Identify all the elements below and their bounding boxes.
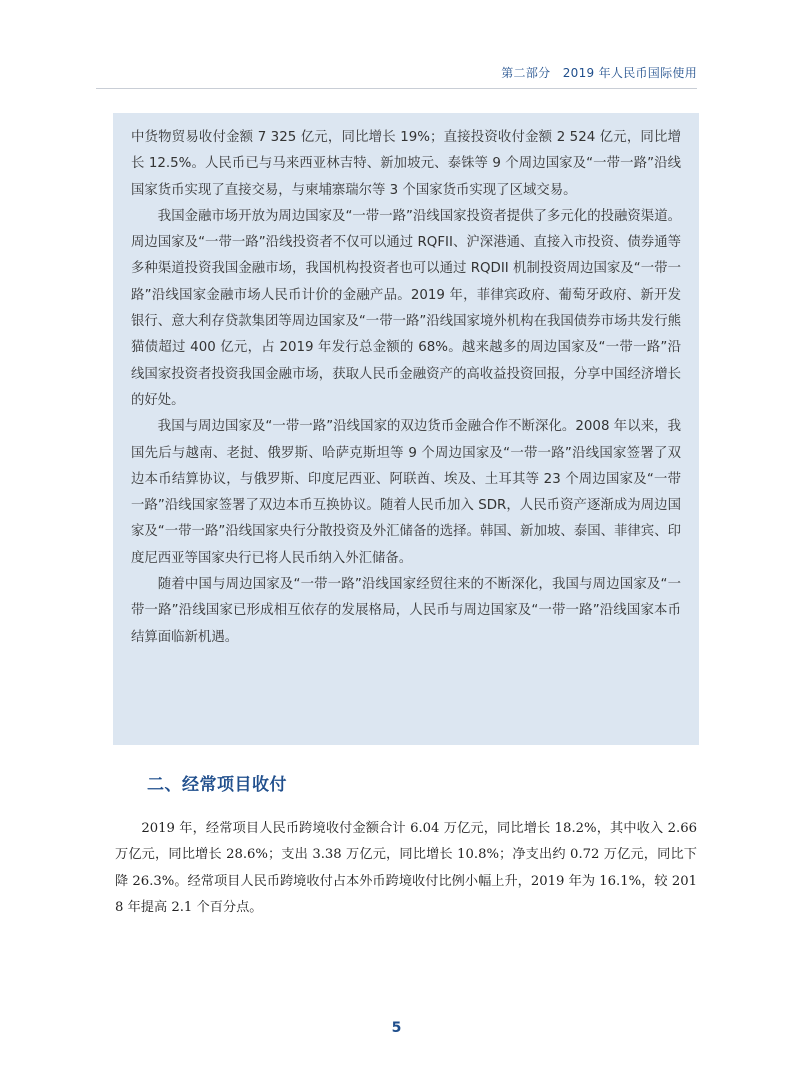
highlight-box	[113, 113, 699, 745]
header-divider	[96, 88, 697, 89]
box-paragraph-2: 我国金融市场开放为周边国家及“一带一路”沿线国家投资者提供了多元化的投融资渠道。周边国家及“一带一路”沿线投资者不仅可以通过 RQFII、沪深港通、直接入市投资、债券通等多种渠道投资我国金融市场，我国机构投资者也可以通过 RQDII 机制投资周边国家及“一带一路”沿线国家金融市场人民币计价的金融产品。2019 年，菲律宾政府、葡萄牙政府、新开发银行、意大利存贷款集团等周边国家及“一带一路”沿线国家境外机构在我国债券市场共发行熊猫债超过 400 亿元，占 2019 年发行总金额的 68%。越来越多的周边国家及“一带一路”沿线国家投资者投资我国金融市场，获取人民币金融资产的高收益投资回报，分享中国经济增长的好处。	[131, 208, 681, 408]
section-heading: 二、经常项目收付	[147, 775, 287, 795]
running-header: 第二部分 2019 年人民币国际使用	[501, 66, 697, 80]
section-body-paragraph: 2019 年，经常项目人民币跨境收付金额合计 6.04 万亿元，同比增长 18.2%，其中收入 2.66 万亿元，同比增长 28.6%；支出 3.38 万亿元，同比增长 10.8%；净支出约 0.72 万亿元，同比下降 26.3%。经常项目人民币跨境收付占本外币跨境收付比例小幅上升，2019 年为 16.1%，较 2018 年提高 2.1 个百分点。	[115, 821, 697, 915]
box-paragraph-1: 中货物贸易收付金额 7 325 亿元，同比增长 19%；直接投资收付金额 2 524 亿元，同比增长 12.5%。人民币已与马来西亚林吉特、新加坡元、泰铢等 9 个周边国家及“一带一路”沿线国家货币实现了直接交易，与柬埔寨瑞尔等 3 个国家货币实现了区域交易。	[131, 130, 681, 198]
box-paragraph-4: 随着中国与周边国家及“一带一路”沿线国家经贸往来的不断深化，我国与周边国家及“一带一路”沿线国家已形成相互依存的发展格局，人民币与周边国家及“一带一路”沿线国家本币结算面临新机遇。	[131, 577, 681, 645]
page-number: 5	[391, 1020, 402, 1036]
box-paragraph-3: 我国与周边国家及“一带一路”沿线国家的双边货币金融合作不断深化。2008 年以来，我国先后与越南、老挝、俄罗斯、哈萨克斯坦等 9 个周边国家及“一带一路”沿线国家签署了双边本币结算协议，与俄罗斯、印度尼西亚、阿联酋、埃及、土耳其等 23 个周边国家及“一带一路”沿线国家签署了双边本币互换协议。随着人民币加入 SDR，人民币资产逐渐成为周边国家及“一带一路”沿线国家央行分散投资及外汇储备的选择。韩国、新加坡、泰国、菲律宾、印度尼西亚等国家央行已将人民币纳入外汇储备。	[131, 419, 681, 566]
